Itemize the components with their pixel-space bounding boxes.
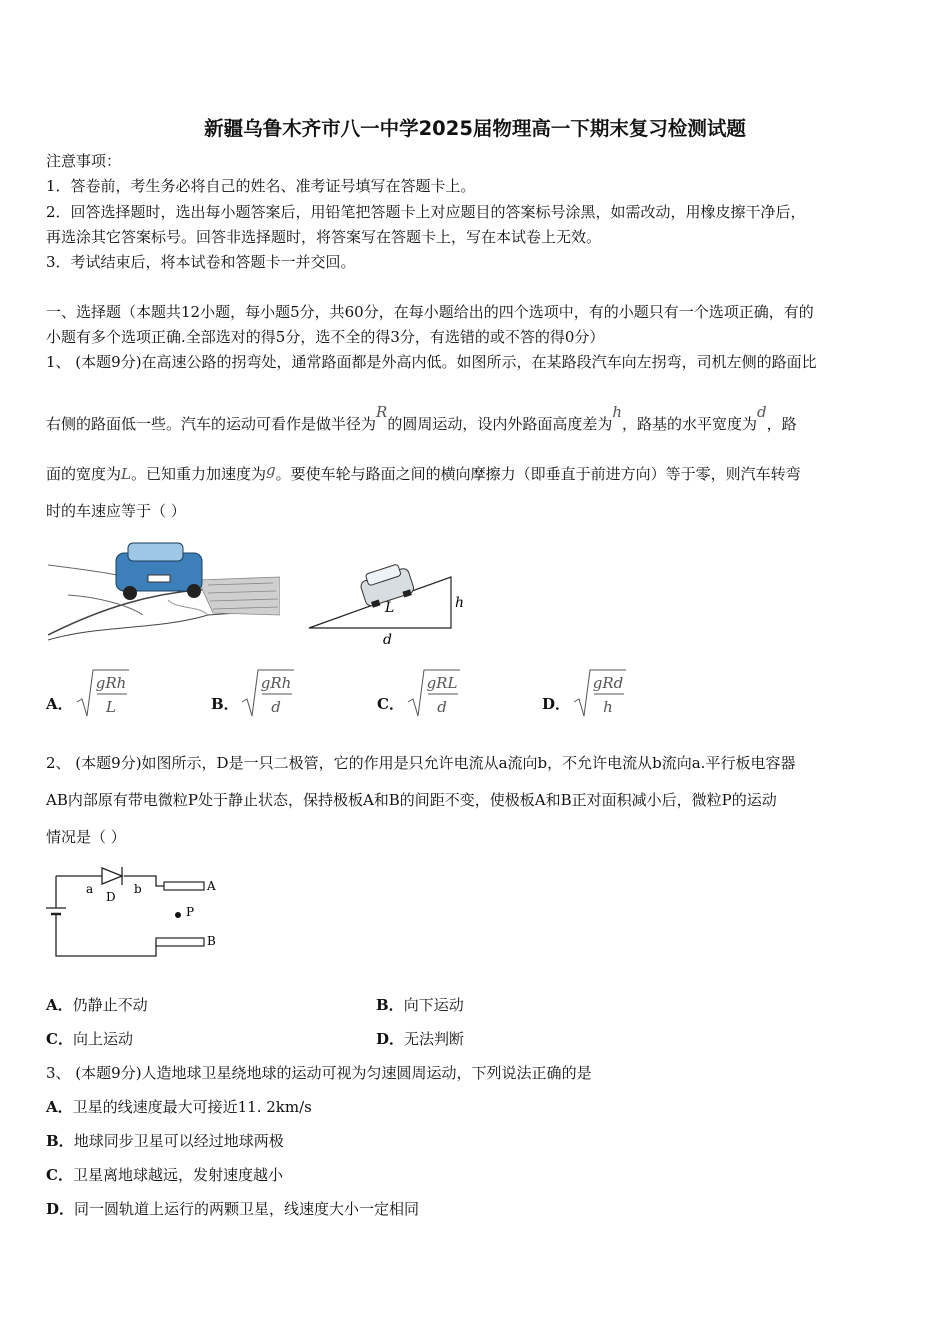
q1-option-a-letter[interactable]: A． (46, 695, 73, 713)
label-b: b (134, 882, 142, 896)
q1-option-d-letter[interactable]: D． (542, 695, 571, 713)
notice-item: 3．考试结束后，将本试卷和答题卡一并交回。 (46, 253, 356, 271)
radicand-denominator: d (271, 698, 281, 716)
q2-stem-line: AB内部原有带电微粒P处于静止状态，保持极板A和B的间距不变，使极板A和B正对面积减小后，微粒P的运动 (46, 791, 777, 809)
diode-capacitor-circuit (44, 858, 224, 962)
q1-option-c-letter[interactable]: C． (377, 695, 404, 713)
q3-stem: 3、 (本题9分)人造地球卫星绕地球的运动可视为匀速圆周运动，下列说法正确的是 (46, 1064, 592, 1082)
banked-road-diagram (305, 555, 470, 647)
q2-option-d[interactable]: D．无法判断 (376, 1030, 465, 1048)
var-g: g (266, 461, 276, 479)
q1-stem-line: 面的宽度为L。已知重力加速度为g。要使车轮与路面之间的横向摩擦力（即垂直于前进方向）等于零，则汽车转弯 (46, 461, 801, 483)
notice-item: 2．回答选择题时，选出每小题答案后，用铅笔把答题卡上对应题目的答案标号涂黑，如需改动，用橡皮擦干净后， (46, 203, 806, 221)
q1-option-d-formula[interactable] (572, 666, 630, 718)
q3-option-a[interactable]: A．卫星的线速度最大可接近11. 2km/s (46, 1098, 312, 1116)
radicand-numerator: gRh (260, 674, 292, 692)
radicand-numerator: gRL (426, 674, 458, 692)
label-d: d (383, 632, 392, 647)
var-R: R (376, 403, 388, 421)
q2-option-a[interactable]: A．仍静止不动 (46, 996, 148, 1014)
q2-option-b[interactable]: B．向下运动 (376, 996, 464, 1014)
radicand-denominator: L (106, 698, 116, 716)
q1-option-b-formula[interactable] (240, 666, 298, 718)
section-instructions: 一、选择题（本题共12小题，每小题5分，共60分，在每小题给出的四个选项中，有的小题只有一个选项正确，有的 (46, 303, 814, 321)
label-D: D (106, 890, 116, 904)
label-B: B (207, 934, 216, 948)
q1-option-c-formula[interactable] (406, 666, 464, 718)
var-h: h (612, 403, 622, 421)
radicand-numerator: gRh (95, 674, 127, 692)
notice-item: 1．答卷前，考生务必将自己的姓名、准考证号填写在答题卡上。 (46, 177, 476, 195)
var-L: L (121, 465, 131, 483)
section-instructions: 小题有多个选项正确.全部选对的得5分，选不全的得3分，有选错的或不答的得0分） (46, 328, 605, 346)
label-P: P (186, 905, 195, 919)
q3-option-c[interactable]: C．卫星离地球越远，发射速度越小 (46, 1166, 283, 1184)
q1-option-a-formula[interactable] (75, 666, 133, 718)
q1-option-b-letter[interactable]: B． (211, 695, 239, 713)
notice-item: 再选涂其它答案标号。回答非选择题时，将答案写在答题卡上，写在本试卷上无效。 (46, 228, 602, 246)
notice-heading: 注意事项： (46, 152, 122, 170)
label-L: L (385, 600, 395, 616)
var-d: d (757, 403, 767, 421)
radicand-denominator: h (603, 698, 613, 716)
label-A: A (207, 879, 216, 893)
radicand-denominator: d (437, 698, 447, 716)
page-title: 新疆乌鲁木齐市八一中学2025届物理高一下期末复习检测试题 (204, 117, 746, 140)
q1-stem-line: 1、 (本题9分)在高速公路的拐弯处，通常路面都是外高内低。如图所示，在某路段汽车向左拐弯，司机左侧的路面比 (46, 353, 817, 371)
q1-stem-line: 右侧的路面低一些。汽车的运动可看作是做半径为R的圆周运动，设内外路面高度差为h，路基的水平宽度为d，路 (46, 403, 797, 433)
q2-option-c[interactable]: C．向上运动 (46, 1030, 133, 1048)
q3-option-b[interactable]: B．地球同步卫星可以经过地球两极 (46, 1132, 284, 1150)
car-turning-illustration (48, 535, 280, 647)
q2-stem-line: 2、 (本题9分)如图所示，D是一只二极管，它的作用是只允许电流从a流向b，不允许电流从b流向a.平行板电容器 (46, 754, 796, 772)
label-h: h (455, 595, 465, 611)
q2-stem-line: 情况是（ ） (46, 828, 126, 846)
q3-option-d[interactable]: D．同一圆轨道上运行的两颗卫星，线速度大小一定相同 (46, 1200, 420, 1218)
radicand-numerator: gRd (592, 674, 624, 692)
label-a: a (86, 882, 94, 896)
q1-stem-line: 时的车速应等于（ ） (46, 502, 186, 520)
